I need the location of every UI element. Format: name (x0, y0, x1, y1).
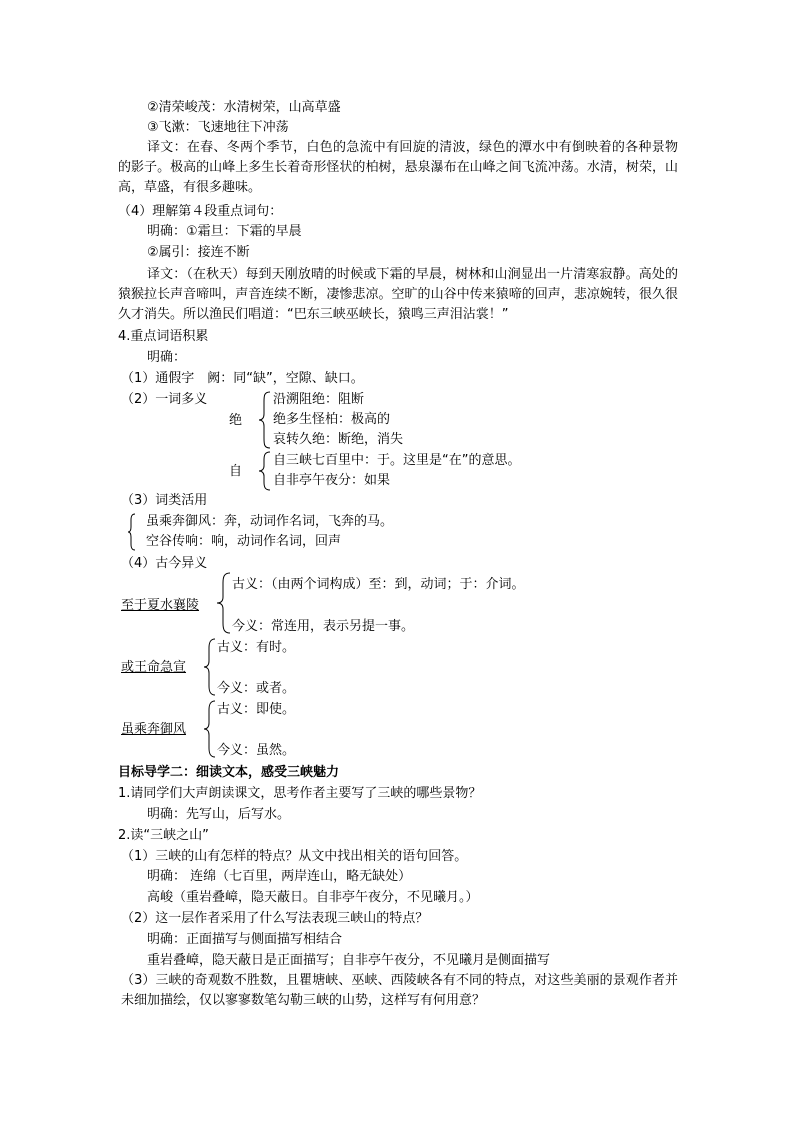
yicimuoyi-heading: （2）一词多义 (121, 392, 208, 407)
zi-meaning-1: 自三峡七百里中：于。这里是“在”的意思。 (273, 453, 521, 468)
definition-shuangdan: 明确：①霜旦：下霜的早晨 (147, 224, 302, 239)
goal-2-heading: 目标导学二：细读文本，感受三峡魅力 (118, 765, 340, 780)
question-1: 1.请同学们大声朗读课文，思考作者主要写了三峡的哪些景物？ (118, 786, 482, 801)
answer-2-1-gaojun: 高峻（重岩叠嶂，隐天蔽日。自非亭午夜分，不见曦月。） (147, 890, 479, 905)
brace-jue (258, 391, 272, 449)
brace-sui (203, 700, 217, 758)
zhiyu-ancient-meaning: 古义：（由两个词构成）至：到，动词；于：介词。 (232, 577, 525, 592)
answer-2-2a: 明确：正面描写与侧面描写相结合 (147, 932, 343, 947)
jue-meaning-3: 哀转久绝：断绝，消失 (273, 432, 404, 447)
cilei-item-ben: 虽乘奔御风：奔，动词作名词，飞奔的马。 (146, 514, 394, 529)
cilei-item-xiang: 空谷传响：响，动词作名词，回声 (146, 534, 342, 549)
brace-zhiyu (216, 572, 232, 634)
answer-1: 明确：先写山，后写水。 (147, 807, 291, 822)
word-jue: 绝 (229, 413, 243, 428)
question-2-1: （1）三峡的山有怎样的特点？从文中找出相关的语句回答。 (121, 849, 468, 864)
jue-meaning-2: 绝多生怪柏：极高的 (273, 412, 391, 427)
brace-zi (258, 451, 272, 491)
question-2-3: （3）三峡的奇观数不胜数，且瞿塘峡、巫峡、西陵峡各有不同的特点，对这些美丽的景观作者并未细加描绘，仅以寥寥数笔勾勒三峡的山势，这样写有何用意？ (121, 973, 678, 1008)
definition-qingrong: ②清荣峻茂：水清树荣，山高草盛 (147, 100, 341, 115)
tongjiazi-item: （1）通假字 阙：同“缺”，空隙、缺口。 (121, 371, 364, 386)
answer-2-1-lianmian: 明确： 连绵（七百里，两岸连山，略无缺处） (147, 869, 412, 884)
section-4-heading: （4）理解第４段重点词句： (118, 204, 283, 219)
sui-ancient-meaning: 古义：即使。 (217, 702, 296, 717)
answer-2-2b: 重岩叠嶂，隐天蔽日是正面描写；自非亭午夜分，不见曦月是侧面描写 (147, 953, 551, 968)
brace-huo (203, 638, 217, 696)
gujinyiyi-heading: （4）古今异义 (121, 556, 208, 571)
zi-meaning-2: 自非亭午夜分：如果 (273, 473, 391, 488)
cileihuoyong-heading: （3）词类活用 (121, 493, 208, 508)
zhiyu-modern-meaning: 今义：常连用，表示另提一事。 (232, 619, 415, 634)
brace-cilei (127, 513, 137, 551)
vocab-heading: 4.重点词语积累 (118, 329, 209, 344)
definition-feishu: ③飞漱：飞速地往下冲荡 (147, 120, 289, 135)
definition-shuyin: ②属引：接连不断 (147, 245, 250, 260)
gujin-word-huo: 或王命急宣 (121, 660, 187, 675)
gujin-word-sui: 虽乘奔御风 (121, 722, 187, 737)
translation-paragraph-4: 译文：（在秋天）每到天刚放晴的时候或下霜的早晨，树林和山涧显出一片清寒寂静。高处的猿猴拉长声音啼叫，声音连续不断，凄惨悲凉。空旷的山谷中传来猿啼的回声，悲凉婉转，很久很久才消失。所以渔民们唱道：“巴东三峡巫峡长，猿鸣三声泪沾裳！” (118, 267, 678, 322)
question-2-2: （2）这一层作者采用了什么写法表现三峡山的特点？ (121, 911, 429, 926)
sui-modern-meaning: 今义：虽然。 (217, 743, 296, 758)
gujin-word-zhiyu: 至于夏水襄陵 (121, 598, 200, 613)
jue-meaning-1: 沿溯阻绝：阻断 (273, 392, 365, 407)
translation-paragraph-3: 译文：在春、冬两个季节，白色的急流中有回旋的清波，绿色的潭水中有倒映着的各种景物的影子。极高的山峰上多生长着奇形怪状的柏树，悬泉瀑布在山峰之间飞流冲荡。水清，树荣，山高，草盛，有很多趣味。 (118, 140, 678, 195)
huo-ancient-meaning: 古义：有时。 (217, 640, 296, 655)
word-zi: 自 (229, 464, 243, 479)
question-2: 2.读“三峡之山” (118, 828, 209, 843)
vocab-clear-label: 明确： (147, 350, 187, 365)
huo-modern-meaning: 今义：或者。 (217, 681, 296, 696)
